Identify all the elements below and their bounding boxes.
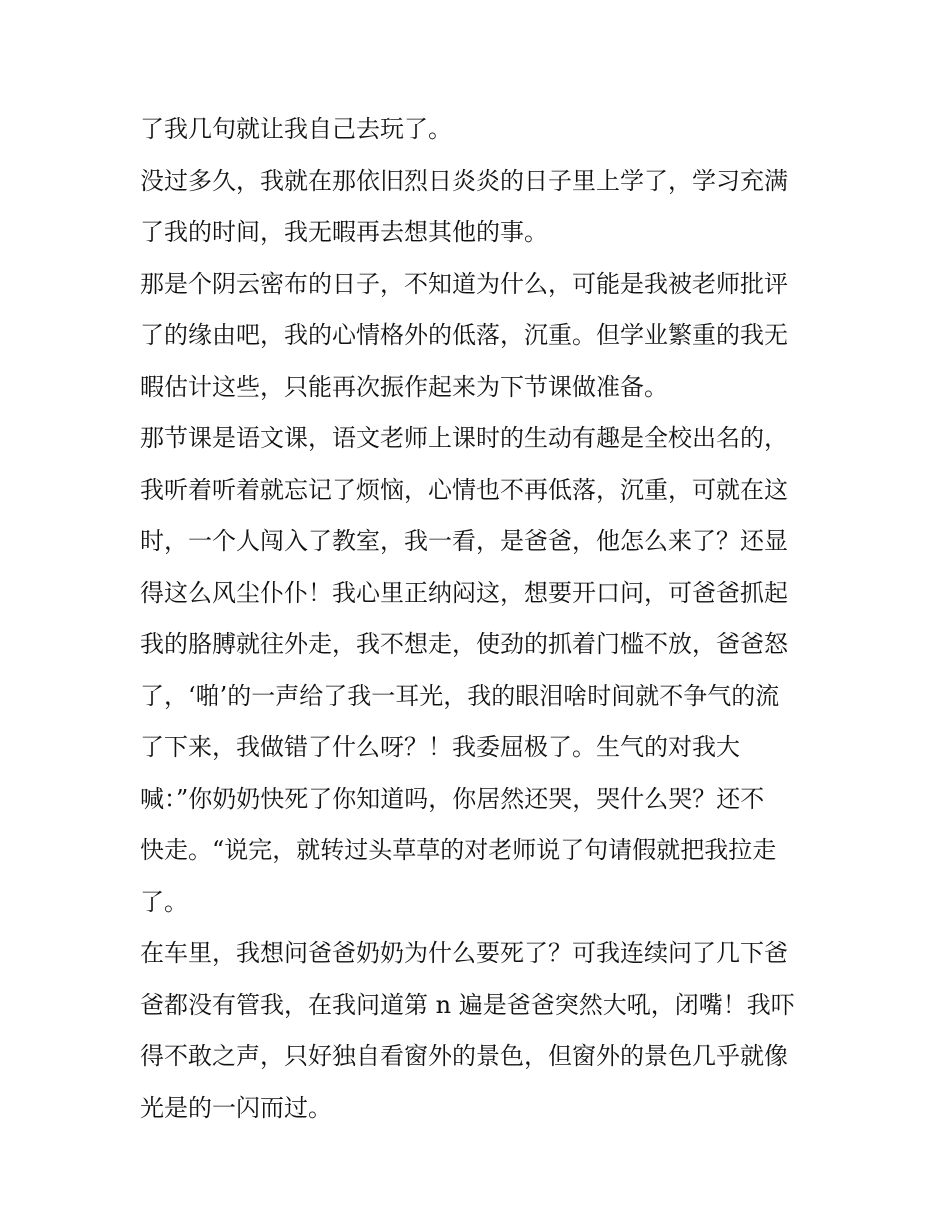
text-line: 喊：”你奶奶快死了你知道吗，你居然还哭，哭什么哭？还不 bbox=[140, 784, 765, 813]
text-line: 那是个阴云密布的日子，不知道为什么，可能是我被老师批评 bbox=[140, 269, 788, 298]
text-line: 了我的时间，我无暇再去想其他的事。 bbox=[140, 218, 548, 246]
document-body-text bbox=[140, 104, 820, 1134]
text-line: 了的缘由吧，我的心情格外的低落，沉重。但学业繁重的我无 bbox=[140, 321, 788, 349]
text-line: 了我几句就让我自己去玩了。 bbox=[140, 115, 452, 143]
text-line: 了，‘啪’的一声给了我一耳光，我的眼泪啥时间就不争气的流 bbox=[140, 681, 780, 710]
text-line: 没过多久，我就在那依旧烈日炎炎的日子里上学了，学习充满 bbox=[140, 166, 788, 195]
text-line: 暇估计这些，只能再次振作起来为下节课做准备。 bbox=[140, 372, 668, 401]
text-line: 光是的一闪而过。 bbox=[140, 1093, 332, 1122]
text-line: 得这么风尘仆仆！我心里正纳闷这，想要开口问，可爸爸抓起 bbox=[140, 578, 788, 607]
text-line: 我的胳膊就往外走，我不想走，使劲的抓着门槛不放，爸爸怒 bbox=[140, 630, 788, 658]
text-line: 了下来，我做错了什么呀？！我委屈极了。生气的对我大 bbox=[140, 733, 740, 761]
text-line: 了。 bbox=[140, 887, 188, 916]
text-line: 快走。“说完，就转过头草草的对老师说了句请假就把我拉走 bbox=[140, 836, 777, 864]
text-line: 时，一个人闯入了教室，我一看，是爸爸，他怎么来了？还显 bbox=[140, 527, 788, 555]
text-line: 得不敢之声，只好独自看窗外的景色，但窗外的景色几乎就像 bbox=[140, 1042, 788, 1070]
text-line: 爸都没有管我，在我问道第 n 遍是爸爸突然大吼，闭嘴！我吓 bbox=[140, 990, 795, 1019]
text-line: 我听着听着就忘记了烦恼，心情也不再低落，沉重，可就在这 bbox=[140, 475, 788, 504]
text-line: 那节课是语文课，语文老师上课时的生动有趣是全校出名的， bbox=[140, 424, 788, 452]
text-line: 在车里，我想问爸爸奶奶为什么要死了？可我连续问了几下爸 bbox=[140, 939, 788, 967]
